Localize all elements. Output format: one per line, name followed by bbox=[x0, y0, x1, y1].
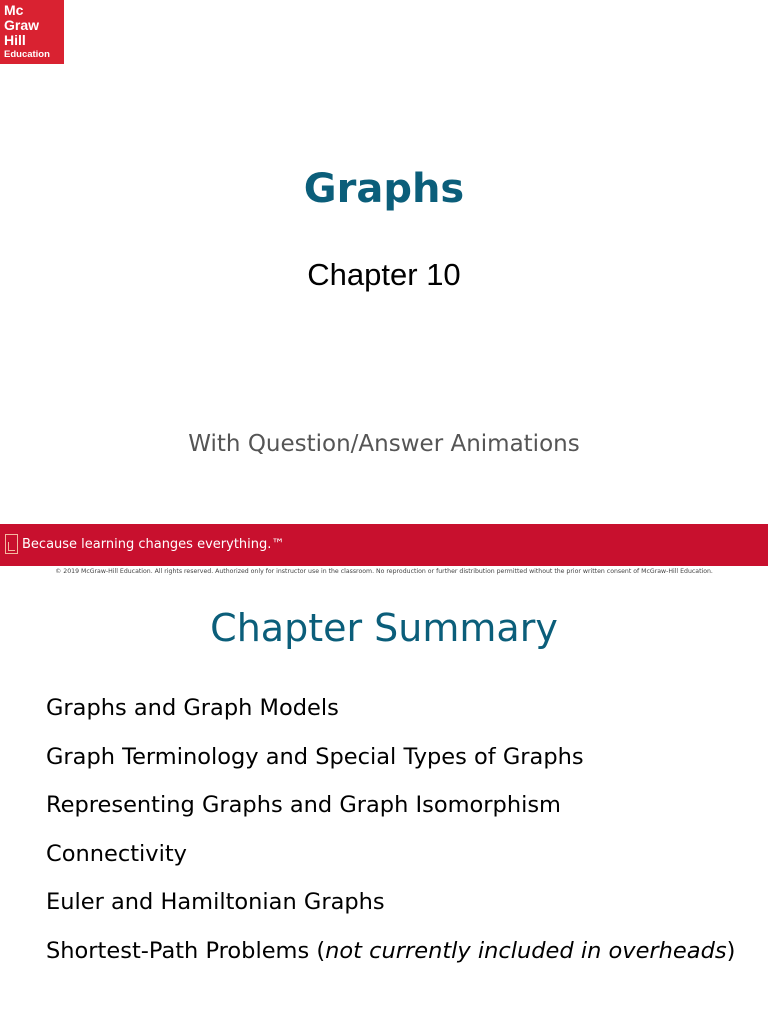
logo-line-1: Mc bbox=[4, 2, 24, 18]
topic-item: Representing Graphs and Graph Isomorphism bbox=[46, 792, 561, 818]
slide-title: Graphs bbox=[303, 166, 465, 212]
topic-item: Graphs and Graph Models bbox=[46, 695, 339, 721]
logo-line-4: Education bbox=[4, 49, 50, 60]
topic-item: Euler and Hamiltonian Graphs bbox=[46, 889, 385, 915]
logo-line-2: Graw bbox=[4, 17, 40, 33]
banner-tagline: Because learning changes everything.™ bbox=[22, 537, 285, 552]
topic-list bbox=[46, 690, 746, 982]
mcgraw-hill-logo bbox=[0, 0, 64, 64]
bracket-logo-icon bbox=[5, 534, 18, 554]
topic-item: Graph Terminology and Special Types of Graphs bbox=[46, 743, 584, 770]
slide-subtitle: With Question/Answer Animations bbox=[188, 431, 580, 457]
logo-line-3: Hill bbox=[4, 32, 26, 48]
tagline-banner bbox=[0, 524, 768, 566]
copyright-notice: © 2019 McGraw-Hill Education. All rights reserved. Authorized only for instructor use in the classroom. No reproduction or further distribution permitted without the prior written consent of McGraw-Hill Education. bbox=[55, 568, 713, 575]
topic-item: Connectivity bbox=[46, 840, 187, 867]
topic-item-shortest-path bbox=[46, 933, 746, 970]
topic-note: not currently included in overheads bbox=[325, 937, 727, 964]
chapter-label: Chapter 10 bbox=[307, 257, 461, 292]
topic-suffix: ) bbox=[726, 937, 736, 964]
topic-prefix: Shortest-Path Problems ( bbox=[46, 937, 326, 964]
summary-title: Chapter Summary bbox=[210, 606, 558, 650]
